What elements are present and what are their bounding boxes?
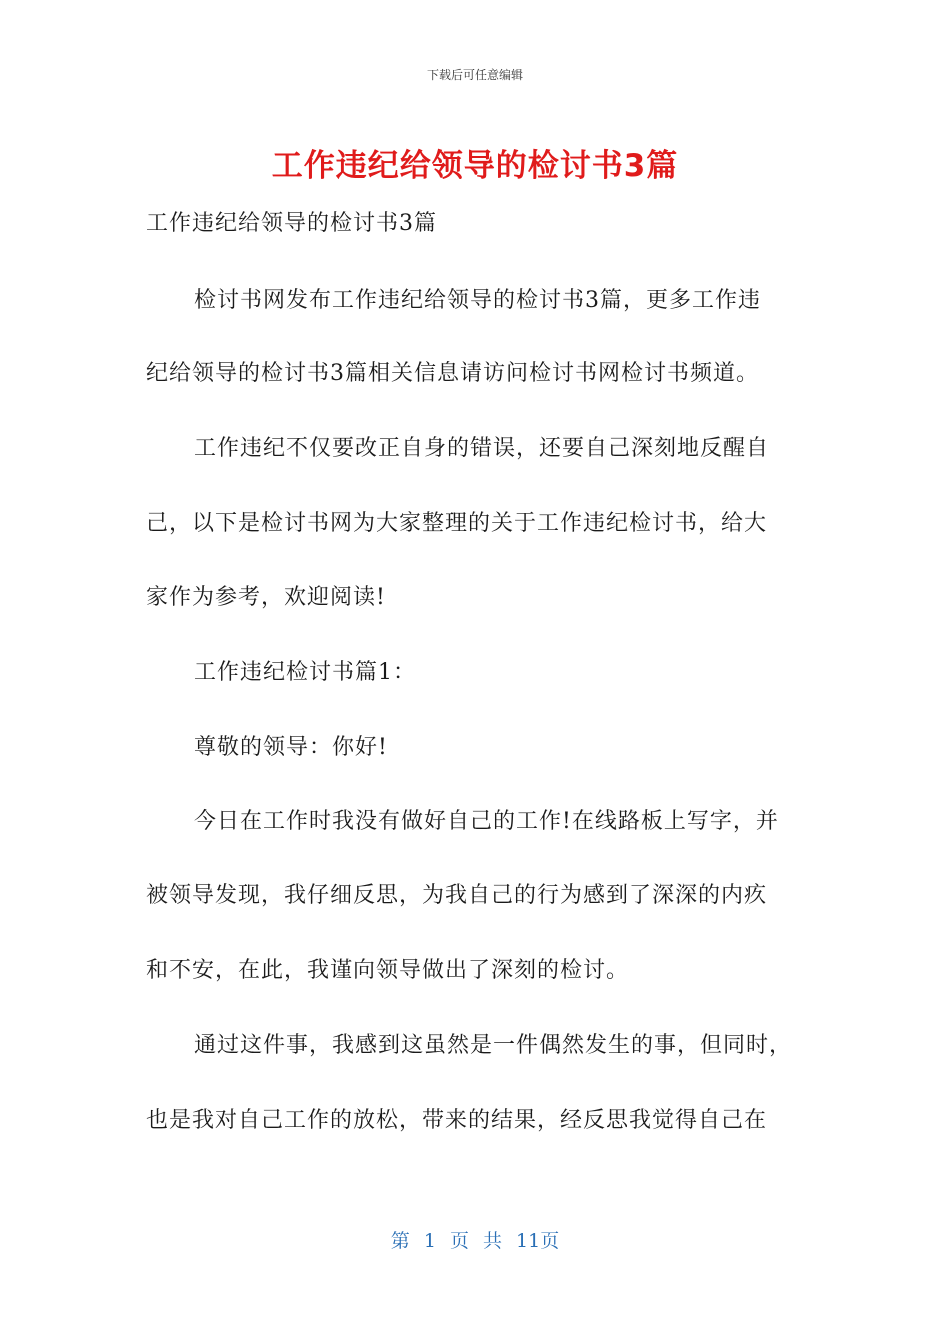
- paragraph-line: 己，以下是检讨书网为大家整理的关于工作违纪检讨书，给大: [146, 511, 768, 536]
- paragraph-line: 今日在工作时我没有做好自己的工作!在线路板上写字，并: [194, 809, 779, 834]
- paragraph-line: 和不安，在此，我谨向领导做出了深刻的检讨。: [146, 958, 630, 983]
- paragraph-line: 家作为参考，欢迎阅读!: [146, 585, 386, 610]
- paragraph-line: 纪给领导的检讨书3篇相关信息请访问检讨书网检讨书频道。: [146, 361, 759, 386]
- page-number-footer: 第 1 页 共 11页: [390, 1230, 560, 1252]
- paragraph-line: 检讨书网发布工作违纪给领导的检讨书3篇，更多工作违: [194, 288, 761, 313]
- paragraph-line: 被领导发现，我仔细反思，为我自己的行为感到了深深的内疚: [146, 883, 768, 908]
- paragraph-line: 通过这件事，我感到这虽然是一件偶然发生的事，但同时，: [194, 1033, 793, 1058]
- document-title: 工作违纪给领导的检讨书3篇: [271, 148, 679, 184]
- page-header-note: 下载后可任意编辑: [426, 68, 523, 82]
- subtitle-line: 工作违纪给领导的检讨书3篇: [146, 211, 437, 236]
- section-heading: 工作违纪检讨书篇1：: [194, 660, 416, 685]
- paragraph-line: 工作违纪不仅要改正自身的错误，还要自己深刻地反醒自: [194, 436, 770, 461]
- paragraph-line: 也是我对自己工作的放松，带来的结果，经反思我觉得自己在: [146, 1108, 768, 1133]
- salutation: 尊敬的领导：你好!: [194, 735, 388, 760]
